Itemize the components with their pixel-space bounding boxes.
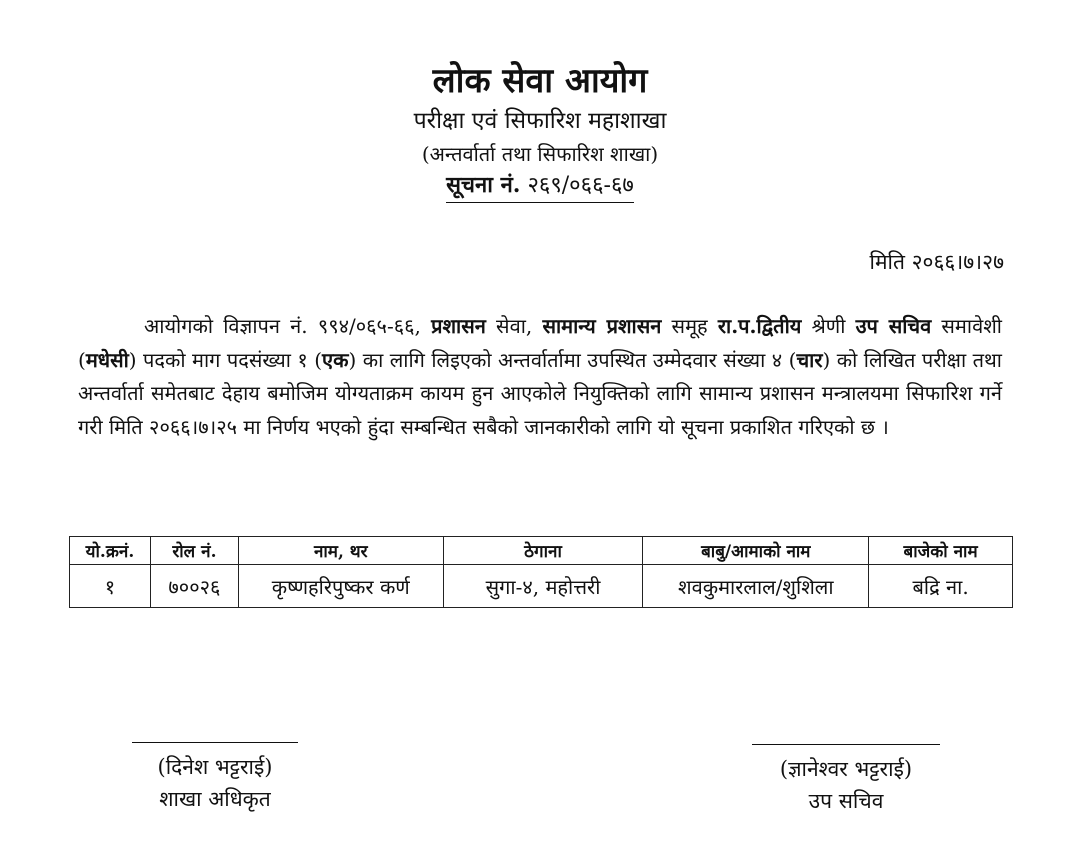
organization-title: लोक सेवा आयोग	[432, 61, 648, 101]
body-text-bold: रा.प.द्वितीय	[717, 314, 802, 338]
table-header-row	[70, 537, 1013, 565]
signatory-title: उप सचिव	[808, 789, 884, 813]
body-text-segment: ) का लागि लिइएको अन्तर्वार्तामा उपस्थित उम्मेदवार संख्या ४ (	[348, 347, 797, 372]
column-header-grandfather: बाजेको नाम	[869, 537, 1013, 565]
notice-number-value: २६९/०६६-६७	[527, 173, 634, 198]
body-text-segment: ) पदको माग पदसंख्या १ (	[128, 347, 323, 372]
signature-line	[752, 744, 940, 745]
column-header-address: ठेगाना	[443, 537, 643, 565]
body-text-segment: समूह	[661, 314, 718, 338]
body-text-bold: सामान्य प्रशासन	[542, 314, 662, 338]
column-header-parents: बाबु/आमाको नाम	[643, 537, 869, 565]
signature-right	[752, 744, 940, 817]
body-text-segment: ) को लिखित परीक्षा तथा अन्तर्वार्ता समेतबाट देहाय बमोजिम योग्यताक्रम कायम हुन आएकोले नियुक्तिको लागि सामान्य प्रशासन मन्त्रालयमा सिफारिश गर्ने गरी मिति २०६६।७।२५ मा निर्णय भएको हुंदा सम्बन्धित सबैको जानकारीको लागि यो सूचना प्रकाशित गरिएको छ ।	[78, 347, 1002, 439]
body-text-bold: एक	[322, 347, 349, 372]
cell-grandfather: बद्रि ना.	[869, 565, 1013, 608]
table-row	[70, 565, 1013, 608]
notice-label: सूचना नं.	[446, 172, 521, 198]
notice-number	[446, 170, 634, 203]
body-text-segment: श्रेणी	[801, 314, 856, 338]
cell-parents: शवकुमारलाल/शुशिला	[643, 565, 869, 608]
signature-line	[132, 742, 298, 743]
column-header-serial: यो.क्रनं.	[70, 537, 151, 565]
body-text-segment: आयोगको विज्ञापन नं. ९९४/०६५-६६,	[144, 314, 432, 338]
signatory-title: शाखा अधिकृत	[159, 787, 271, 811]
notice-header	[0, 58, 1080, 203]
recommendation-table	[69, 536, 1013, 608]
signature-left	[132, 742, 298, 815]
signatory-name: (ज्ञानेश्वर भट्टराई)	[779, 757, 913, 781]
cell-serial: १	[70, 565, 151, 608]
cell-roll: ७००२६	[150, 565, 238, 608]
cell-address: सुगा-४, महोत्तरी	[443, 565, 643, 608]
body-text-segment: सेवा,	[485, 314, 543, 338]
signatory-name: (दिनेश भट्टराई)	[157, 755, 273, 779]
notice-date: मिति २०६६।७।२७	[869, 250, 1004, 274]
column-header-name: नाम, थर	[238, 537, 443, 565]
body-text-bold: मधेसी	[85, 347, 129, 372]
column-header-roll: रोल नं.	[150, 537, 238, 565]
body-text-bold: उप सचिव	[855, 314, 932, 338]
division-name: परीक्षा एवं सिफारिश महाशाखा	[413, 108, 667, 134]
body-text-bold: चार	[796, 347, 823, 372]
cell-name: कृष्णहरिपुष्कर कर्ण	[238, 565, 443, 608]
section-name: (अन्तर्वार्ता तथा सिफारिश शाखा)	[421, 142, 659, 166]
body-text-bold: प्रशासन	[431, 314, 486, 338]
notice-body	[78, 310, 1002, 444]
body-text-segment: समावेशी (	[78, 314, 1002, 372]
